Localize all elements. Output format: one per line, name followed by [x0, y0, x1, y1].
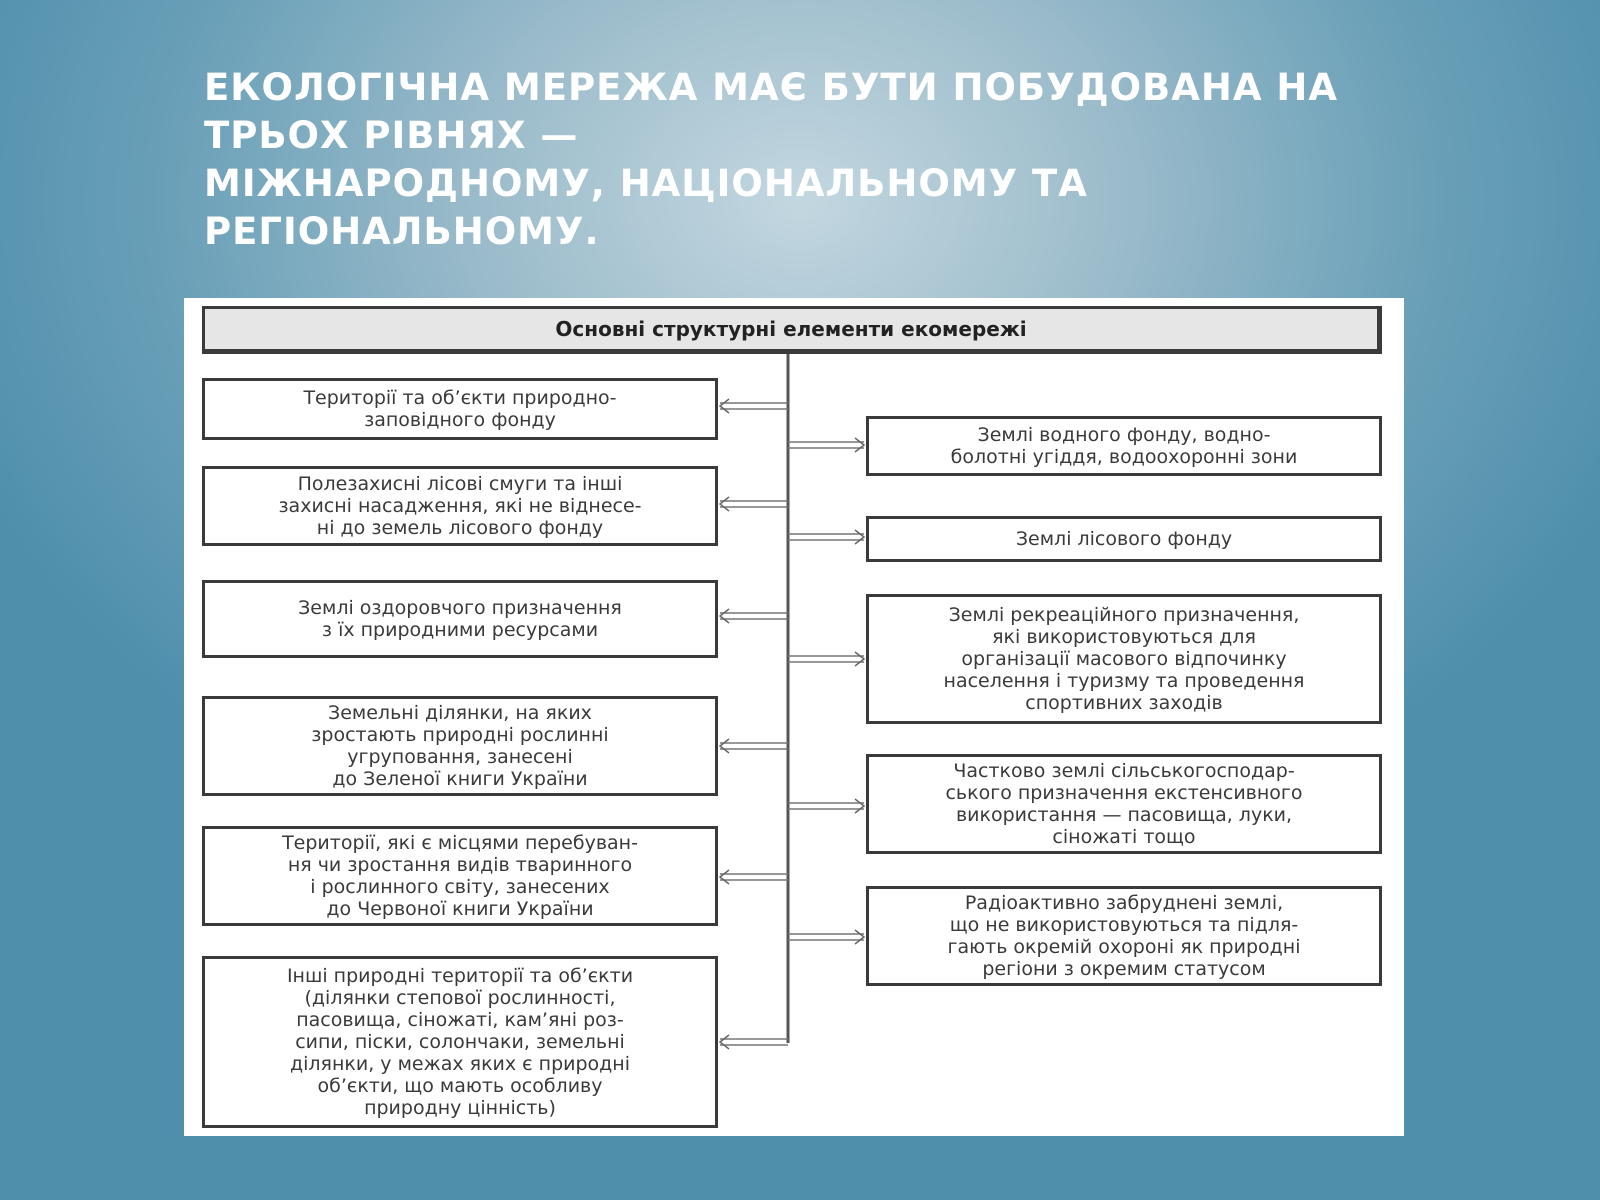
branch-right-1: [788, 442, 864, 448]
item-text: Радіоактивно забруднені землі,: [964, 892, 1284, 914]
item-text: використання — пасовища, луки,: [955, 804, 1293, 826]
branch-left-1: [720, 403, 788, 409]
title-line: ЕКОЛОГІЧНА МЕРЕЖА МАЄ БУТИ ПОБУДОВАНА НА: [204, 66, 1338, 109]
branch-left-5: [720, 874, 788, 880]
item-text: населення і туризму та проведення: [943, 670, 1305, 692]
item-text: Території, які є місцями перебуван-: [282, 832, 638, 854]
item-text: ділянки, у межах яких є природні: [289, 1053, 631, 1075]
item-text: регіони з окремим статусом: [982, 958, 1266, 980]
branch-left-4: [720, 743, 788, 749]
item-text: гають окремій охороні як природні: [947, 936, 1301, 958]
right-item-4: [866, 754, 1382, 854]
item-text: природну цінність): [364, 1097, 556, 1119]
left-item-5: [202, 826, 718, 926]
right-item-1: [866, 416, 1382, 476]
item-text: що не використовуються та підля-: [949, 914, 1299, 936]
item-text: які використовуються для: [992, 626, 1256, 648]
diagram-header: [202, 306, 1382, 354]
title-line: РЕГІОНАЛЬНОМУ.: [204, 210, 600, 253]
item-text: сіножаті тощо: [1052, 826, 1196, 848]
left-item-3: [202, 580, 718, 658]
branch-left-3: [720, 613, 788, 619]
right-item-2: [866, 516, 1382, 562]
item-text: сипи, піски, солончаки, земельні: [295, 1031, 625, 1053]
title-line: МІЖНАРОДНОМУ, НАЦІОНАЛЬНОМУ ТА: [204, 162, 1088, 205]
item-text: з їх природними ресурсами: [321, 619, 599, 641]
item-text: угруповання, занесені: [347, 746, 573, 768]
item-text: до Червоної книги України: [326, 898, 594, 920]
item-text: Території та об’єкти природно-: [303, 387, 617, 409]
item-text: ського призначення екстенсивного: [945, 782, 1303, 804]
item-text: заповідного фонду: [364, 409, 556, 431]
item-text: до Зеленої книги України: [332, 768, 588, 790]
item-text: зростають природні рослинні: [311, 724, 609, 746]
item-text: спортивних заходів: [1025, 692, 1223, 714]
item-text: Землі водного фонду, водно-: [977, 424, 1271, 446]
right-item-5: [866, 886, 1382, 986]
right-item-3: [866, 594, 1382, 724]
title-line: ТРЬОХ РІВНЯХ —: [204, 114, 579, 157]
slide-title: [204, 64, 1424, 256]
item-text: організації масового відпочинку: [961, 648, 1287, 670]
item-text: Землі рекреаційного призначення,: [948, 604, 1300, 626]
item-text: (ділянки степової рослинності,: [304, 987, 616, 1009]
diagram-header-text: Основні структурні елементи екомережі: [555, 317, 1027, 341]
item-text: ня чи зростання видів тваринного: [287, 854, 633, 876]
left-item-6: [202, 956, 718, 1128]
item-text: Інші природні території та об’єкти: [286, 965, 634, 987]
branch-right-4: [788, 803, 864, 809]
item-text: і рослинного світу, занесених: [310, 876, 610, 898]
branch-left-2: [720, 501, 788, 507]
item-text: захисні насадження, які не віднесе-: [278, 495, 642, 517]
branch-right-3: [788, 656, 864, 662]
left-item-1: [202, 378, 718, 440]
branch-right-2: [788, 534, 864, 540]
item-text: Полезахисні лісові смуги та інші: [297, 473, 623, 495]
item-text: Землі оздоровчого призначення: [298, 597, 622, 619]
branch-right-5: [788, 934, 864, 940]
item-text: об’єкти, що мають особливу: [317, 1075, 603, 1097]
item-text: ні до земель лісового фонду: [316, 517, 604, 539]
item-text: Землі лісового фонду: [1015, 528, 1233, 550]
left-item-4: [202, 696, 718, 796]
left-item-2: [202, 466, 718, 546]
diagram-figure: [184, 298, 1404, 1136]
item-text: болотні угіддя, водоохоронні зони: [950, 446, 1298, 468]
item-text: Земельні ділянки, на яких: [328, 702, 592, 724]
branch-left-6: [720, 1039, 788, 1045]
item-text: пасовища, сіножаті, кам’яні роз-: [296, 1009, 624, 1031]
item-text: Частково землі сільськогосподар-: [953, 760, 1295, 782]
